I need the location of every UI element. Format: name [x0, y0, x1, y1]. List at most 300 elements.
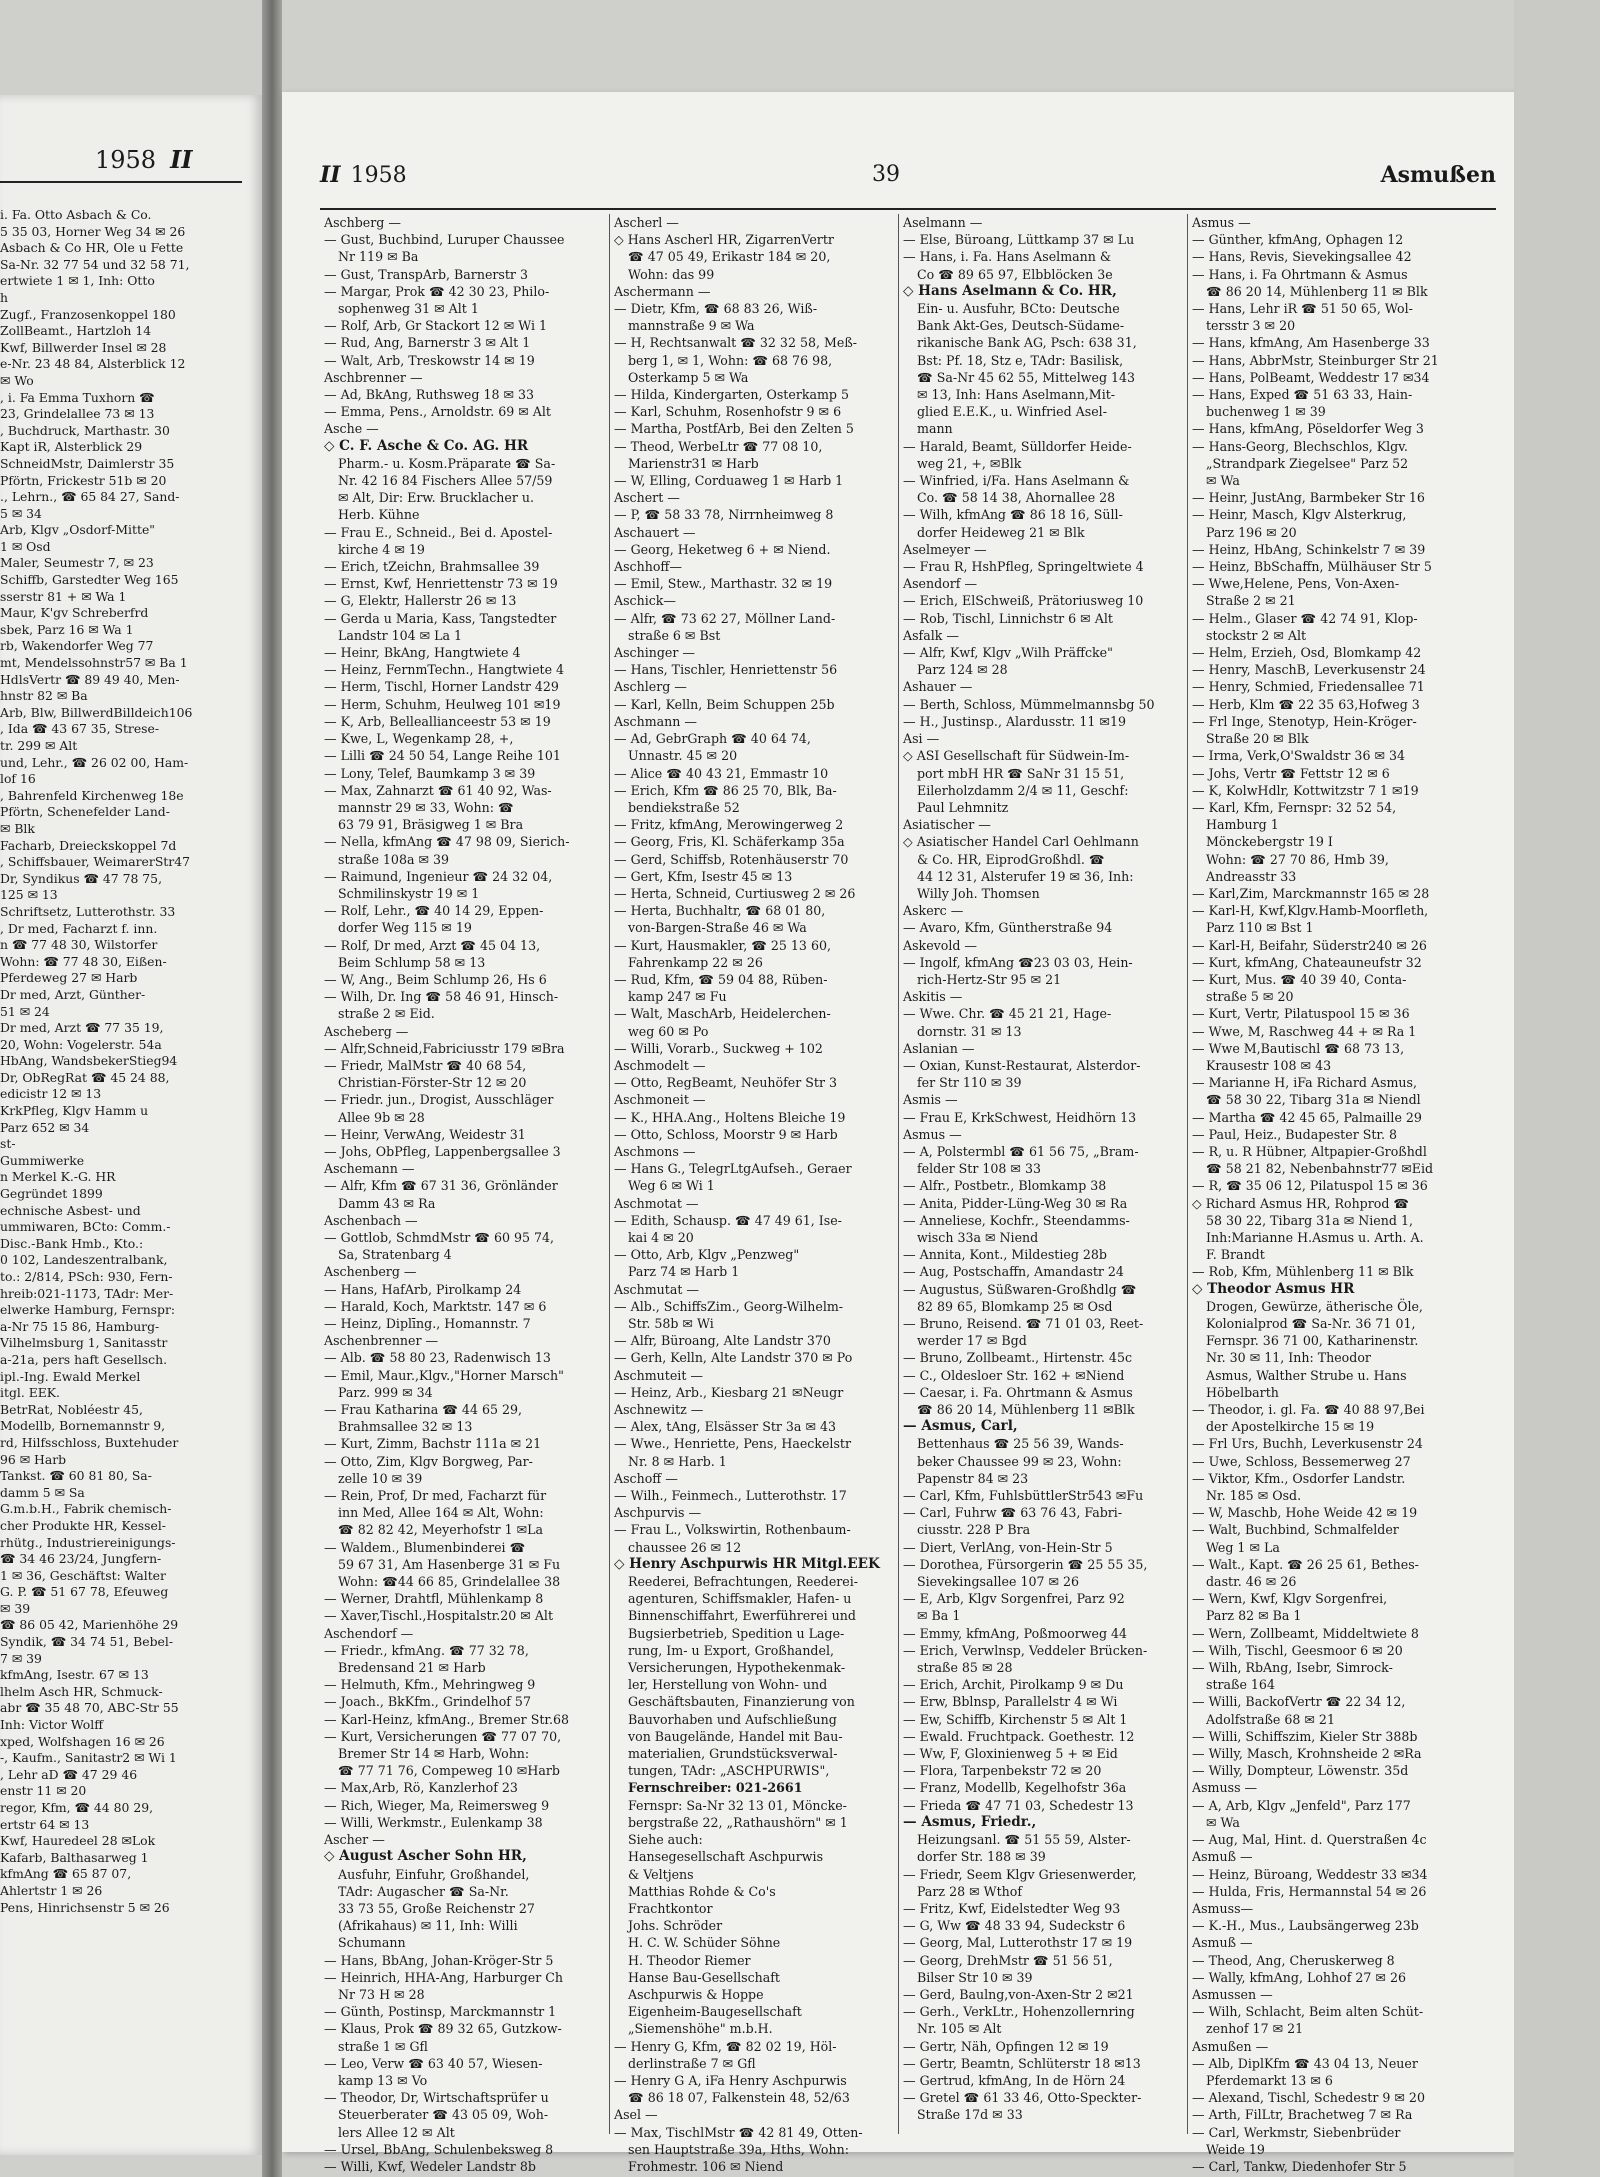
directory-entry-line: ☎ 47 05 49, Erikastr 184 ✉ 20, [628, 249, 831, 265]
directory-entry-line: Aschmutat — [614, 1281, 700, 1297]
directory-entry-line: Bremer Str 14 ✉ Harb, Wohn: [338, 1746, 530, 1762]
directory-entry-line: — Wwe., Henriette, Pens, Haeckelstr [614, 1436, 852, 1452]
directory-entry-line: — Emmy, kfmAng, Poßmoorweg 44 [903, 1625, 1128, 1641]
directory-entry-line: Gummiwerke [0, 1152, 85, 1168]
directory-entry-line: und, Lehr., ☎ 26 02 00, Ham- [0, 754, 189, 770]
directory-entry-line: ☎ 82 82 42, Meyerhofstr 1 ✉La [338, 1522, 544, 1538]
directory-entry-line: — H, Rechtsanwalt ☎ 32 32 58, Meß- [614, 335, 858, 351]
directory-entry-line: 5 ✉ 34 [0, 505, 42, 521]
directory-entry-line: Binnenschiffahrt, Ewerführerei und [628, 1608, 856, 1624]
directory-entry-line: — Frau L., Volkswirtin, Rothenbaum- [614, 1522, 851, 1538]
directory-entry-line: ◇ ASI Gesellschaft für Südwein-Im- [903, 748, 1130, 764]
directory-entry-line: — Friedr. jun., Drogist, Ausschläger [324, 1092, 554, 1108]
directory-entry-line: Kafarb, Balthasarweg 1 [0, 1849, 149, 1865]
directory-entry-line: — Hans, kfmAng, Am Hasenberge 33 [1192, 335, 1430, 351]
directory-entry-line: — Wilh, Schlacht, Beim alten Schüt- [1192, 2004, 1424, 2020]
directory-entry-line: — Fritz, Kwf, Eidelstedter Weg 93 [903, 1900, 1121, 1916]
directory-entry-line: Asmuß — [1192, 1935, 1253, 1951]
directory-entry-line: Eilerholzdamm 2/4 ✉ 11, Geschf: [917, 782, 1129, 798]
directory-entry-line: Maur, K'gv Schreberfrd [0, 605, 149, 621]
directory-entry-line: Askerc — [903, 903, 964, 919]
directory-entry-line: — Viktor, Kfm., Osdorfer Landstr. [1192, 1470, 1406, 1486]
directory-entry-line: — Gert, Kfm, Isestr 45 ✉ 13 [614, 868, 793, 884]
directory-entry-line: 5 35 03, Horner Weg 34 ✉ 26 [0, 223, 186, 239]
directory-entry-line: — Friedr, MalMstr ☎ 40 68 54, [324, 1057, 527, 1073]
directory-entry-line: ertwiete 1 ✉ 1, Inh: Otto [0, 273, 155, 289]
directory-entry-line: Matthias Rohde & Co's [628, 1883, 776, 1899]
directory-entry-line: — Wilh., Feinmech., Lutterothstr. 17 [614, 1488, 847, 1504]
directory-entry-line: Bredensand 21 ✉ Harb [338, 1660, 486, 1676]
directory-entry-line: , Dr med, Facharzt f. inn. [0, 920, 158, 936]
directory-entry-line: Pförtn, Schenefelder Land- [0, 804, 170, 820]
directory-entry-line: — Wwe. Chr. ☎ 45 21 21, Hage- [903, 1006, 1112, 1022]
directory-entry-line: rung, Im- u Export, Großhandel, [628, 1642, 834, 1658]
directory-entry-line: — Xaver,Tischl.,Hospitalstr.20 ✉ Alt [324, 1608, 554, 1624]
directory-entry-line: Fahrenkamp 22 ✉ 26 [628, 954, 763, 970]
directory-entry-line: Asmuß — [1192, 1849, 1253, 1865]
directory-entry-line: 125 ✉ 13 [0, 887, 58, 903]
directory-entry-line: Aschick— [614, 593, 677, 609]
directory-column-3 [898, 214, 1181, 2134]
directory-entry-line: — Hans, kfmAng, Pöseldorfer Weg 3 [1192, 421, 1424, 437]
directory-entry-line: 44 12 31, Alsterufer 19 ✉ 36, Inh: [917, 868, 1134, 884]
directory-entry-line: Parz 74 ✉ Harb 1 [628, 1264, 740, 1280]
directory-entry-line: — Asmus, Friedr., [903, 1813, 1037, 1830]
directory-entry-line: — Kurt, kfmAng, Chateauneufstr 32 [1192, 954, 1422, 970]
directory-entry-line: ◇ Theodor Asmus HR [1192, 1280, 1355, 1297]
directory-entry-line: — G, Ww ☎ 48 33 94, Sudeckstr 6 [903, 1918, 1126, 1934]
directory-entry-line: — Hans, AbbrMstr, Steinburger Str 21 [1192, 352, 1439, 368]
directory-entry-line: Co. ☎ 58 14 38, Ahornallee 28 [917, 490, 1116, 506]
directory-entry-line: sbek, Parz 16 ✉ Wa 1 [0, 621, 134, 637]
directory-entry-line: — Heinz, BbSchaffn, Mülhäuser Str 5 [1192, 559, 1432, 575]
directory-entry-line: — Heinz, Arb., Kiesbarg 21 ✉Neugr [614, 1384, 844, 1400]
directory-entry-line: Bilser Str 10 ✉ 39 [917, 1969, 1033, 1985]
previous-page-entries [0, 207, 258, 1916]
directory-entry-line: Bettenhaus ☎ 25 56 39, Wands- [917, 1436, 1124, 1452]
directory-entry-line: Facharb, Dreieckskoppel 7d [0, 837, 177, 853]
directory-entry-line: Asmus — [903, 1126, 962, 1142]
directory-entry-line: Modellb, Bornemannstr 9, [0, 1418, 166, 1434]
directory-entry-line: — Otto, Zim, Klgv Borgweg, Par- [324, 1453, 533, 1469]
directory-entry-line: Heizungsanl. ☎ 51 55 59, Alster- [917, 1832, 1131, 1848]
directory-entry-line: Siehe auch: [628, 1832, 703, 1848]
previous-page-fragment [0, 95, 262, 2155]
directory-entry-line: — Gerd, Baulng,von-Axen-Str 2 ✉21 [903, 1986, 1134, 2002]
directory-entry-line: dorfer Heideweg 21 ✉ Blk [917, 524, 1085, 540]
directory-entry-line: 7 ✉ 39 [0, 1650, 42, 1666]
directory-entry-line: — Joach., BkKfm., Grindelhof 57 [324, 1694, 531, 1710]
directory-entry-line: kamp 247 ✉ Fu [628, 989, 727, 1005]
directory-entry-line: ciusstr. 228 P Bra [917, 1522, 1031, 1538]
directory-entry-line: — A, Polstermbl ☎ 61 56 75, „Bram- [903, 1143, 1139, 1159]
directory-entry-line: — Walt, MaschArb, Heidelerchen- [614, 1006, 831, 1022]
directory-entry-line: kamp 13 ✉ Vo [338, 2072, 428, 2088]
directory-entry-line: — Wilh, Dr. Ing ☎ 58 46 91, Hinsch- [324, 989, 559, 1005]
directory-entry-line: — Rud, Ang, Barnerstr 3 ✉ Alt 1 [324, 335, 531, 351]
directory-entry-line: — Henry G A, iFa Henry Aschpurwis [614, 2072, 847, 2088]
directory-entry-line: — Herta, Buchhaltr, ☎ 68 01 80, [614, 903, 826, 919]
directory-entry-line: Co ☎ 89 65 97, Elbblöcken 3e [917, 266, 1113, 282]
directory-entry-line: — Karl, Kelln, Beim Schuppen 25b [614, 696, 835, 712]
directory-entry-line: Aselmeyer — [903, 541, 987, 557]
directory-entry-line: — Gerd, Schiffsb, Rotenhäuserstr 70 [614, 851, 849, 867]
directory-entry-line: G.m.b.H., Fabrik chemisch- [0, 1501, 172, 1517]
directory-entry-line: Ascheberg — [324, 1023, 409, 1039]
directory-entry-line: regor, Kfm, ☎ 44 80 29, [0, 1800, 154, 1815]
directory-entry-line: Bank Akt-Ges, Deutsch-Südame- [917, 318, 1125, 334]
directory-entry-line: — Frau E., Schneid., Bei d. Apostel- [324, 524, 553, 540]
directory-entry-line: — Frieda ☎ 47 71 03, Schedestr 13 [903, 1797, 1134, 1813]
directory-entry-line: Christian-Förster-Str 12 ✉ 20 [338, 1075, 527, 1091]
directory-entry-line: — Henry, MaschB, Leverkusenstr 24 [1192, 662, 1426, 678]
directory-entry-line: Nr 73 H ✉ 28 [338, 1986, 425, 2002]
directory-entry-line: , Buchdruck, Marthastr. 30 [0, 422, 170, 438]
directory-entry-line: — Ernst, Kwf, Henriettenstr 73 ✉ 19 [324, 576, 558, 592]
directory-entry-line: — Alb. ☎ 58 80 23, Radenwisch 13 [324, 1350, 551, 1366]
directory-entry-line: Asche — [324, 421, 379, 437]
directory-entry-line: — Winfried, i/Fa. Hans Aselmann & [903, 473, 1130, 489]
directory-entry-line: Nr. 8 ✉ Harb. 1 [628, 1453, 727, 1469]
directory-entry-line: ☎ 86 20 14, Mühlenberg 11 ✉Blk [917, 1402, 1135, 1418]
page-number: 39 [872, 162, 900, 187]
directory-entry-line: mannstraße 9 ✉ Wa [628, 318, 755, 334]
directory-entry-line: ☎ Sa-Nr 45 62 55, Mittelweg 143 [917, 369, 1136, 385]
directory-entry-line: Höbelbarth [1206, 1384, 1279, 1400]
directory-entry-line: Aschoff — [614, 1470, 678, 1486]
directory-entry-line: e-Nr. 23 48 84, Alsterblick 12 [0, 356, 186, 372]
directory-entry-line: — Theodor, Dr, Wirtschaftsprüfer u [324, 2090, 549, 2106]
directory-entry-line: — Hans-Georg, Blechschlos, Klgv. [1192, 438, 1408, 454]
directory-entry-line: abr ☎ 35 48 70, ABC-Str 55 [0, 1700, 179, 1716]
directory-entry-line: — Rein, Prof, Dr med, Facharzt für [324, 1488, 547, 1504]
directory-entry-line: — Carl, Tankw, Diedenhofer Str 5 [1192, 2158, 1407, 2174]
directory-entry-line: rich-Hertz-Str 95 ✉ 21 [917, 971, 1062, 987]
directory-entry-line: KrkPfleg, Klgv Hamm u [0, 1103, 149, 1119]
directory-entry-line: itgl. EEK. [0, 1385, 60, 1401]
directory-entry-line: 51 ✉ 24 [0, 1003, 50, 1019]
directory-entry-line: Mönckebergstr 19 I [1206, 834, 1333, 850]
directory-entry-line: Arb, Klgv „Osdorf-Mitte" [0, 522, 155, 538]
directory-entry-line: Inh:Marianne H.Asmus u. Arth. A. [1206, 1229, 1424, 1245]
directory-entry-line: H. C. W. Schüder Söhne [628, 1935, 781, 1951]
directory-entry-line: Askitis — [903, 989, 963, 1005]
directory-entry-line: Geschäftsbauten, Finanzierung von [628, 1694, 855, 1710]
directory-entry-line: — Gertrud, kfmAng, In de Hörn 24 [903, 2072, 1126, 2088]
directory-entry-line: HbAng, WandsbekerStieg94 [0, 1053, 178, 1069]
directory-entry-line: a-21a, pers haft Gesellsch. [0, 1351, 168, 1367]
directory-entry-line: ☎ 77 71 76, Compeweg 10 ✉Harb [338, 1763, 560, 1779]
directory-entry-line: Parz 28 ✉ Wthof [917, 1883, 1023, 1899]
directory-entry-line: Pferdeweg 27 ✉ Harb [0, 970, 138, 986]
directory-entry-line: Zugf., Franzosenkoppel 180 [0, 306, 176, 322]
directory-entry-line: Weg 1 ✉ La [1206, 1539, 1280, 1555]
directory-entry-line: — W, Elling, Corduaweg 1 ✉ Harb 1 [614, 473, 844, 489]
directory-entry-line: Kapt iR, Alsterblick 29 [0, 439, 143, 455]
directory-entry-line: glied E.E.K., u. Winfried Asel- [917, 404, 1107, 420]
directory-entry-line: weg 21, +, ✉Blk [917, 455, 1022, 471]
directory-entry-line: — Kurt, Versicherungen ☎ 77 07 70, [324, 1728, 562, 1744]
directory-entry-line: — Wilh, RbAng, Isebr, Simrock- [1192, 1660, 1393, 1676]
directory-entry-line: Versicherungen, Hypothekenmak- [628, 1660, 846, 1676]
directory-entry-line: — Herm, Schuhm, Heulweg 101 ✉19 [324, 696, 561, 712]
directory-entry-line: Adolfstraße 68 ✉ 21 [1206, 1711, 1335, 1727]
directory-entry-line: — Dietr, Kfm, ☎ 68 83 26, Wiß- [614, 301, 818, 317]
directory-entry-line: der Apostelkirche 15 ✉ 19 [1206, 1419, 1375, 1435]
directory-entry-line: mann [917, 421, 953, 437]
directory-entry-line: — Erich, Verwlnsp, Veddeler Brücken- [903, 1642, 1148, 1658]
directory-entry-line: — Hulda, Fris, Hermannstal 54 ✉ 26 [1192, 1883, 1427, 1899]
directory-entry-line: — Harald, Beamt, Sülldorfer Heide- [903, 438, 1132, 454]
directory-entry-line: — Ad, GebrGraph ☎ 40 64 74, [614, 731, 811, 747]
directory-entry-line: — Günth, Postinsp, Marckmannstr 1 [324, 2004, 557, 2020]
directory-entry-line: st- [0, 1136, 16, 1152]
directory-entry-line: Asiatischer — [903, 817, 991, 833]
directory-entry-line: Aslanian — [903, 1040, 975, 1056]
directory-entry-line: — Carl, Werkmstr, Siebenbrüder [1192, 2124, 1401, 2140]
directory-entry-line: Hamburg 1 [1206, 817, 1279, 833]
directory-entry-line: — Gertr, Näh, Opfingen 12 ✉ 19 [903, 2038, 1109, 2054]
directory-entry-line: — Ingolf, kfmAng ☎23 03 03, Hein- [903, 954, 1133, 970]
directory-entry-line: Kolonialprod ☎ Sa-Nr. 36 71 01, [1206, 1316, 1416, 1331]
directory-entry-line: 1 ✉ Osd [0, 538, 51, 554]
directory-entry-line: „Siemenshöhe" m.b.H. [628, 2021, 773, 2037]
directory-entry-line: — Gerh., VerkLtr., Hohenzollernring [903, 2004, 1135, 2020]
directory-entry-line: n Merkel K.-G. HR [0, 1169, 116, 1185]
directory-entry-line: — Walt, Buchbind, Schmalfelder [1192, 1522, 1399, 1538]
directory-entry-line: ◇ C. F. Asche & Co. AG. HR [324, 437, 529, 454]
directory-entry-line: Aschendorf — [324, 1625, 414, 1641]
directory-entry-line: — Herm, Tischl, Horner Landstr 429 [324, 679, 559, 695]
directory-entry-line: Aschinger — [614, 645, 695, 661]
directory-entry-line: „Strandpark Ziegelsee" Parz 52 [1206, 455, 1409, 471]
directory-entry-line: , Bahrenfeld Kirchenweg 18e [0, 787, 184, 803]
directory-entry-line: Asmuss — [1192, 1780, 1258, 1796]
directory-entry-line: inn Med, Allee 164 ✉ Alt, Wohn: [338, 1505, 544, 1521]
directory-entry-line: — Max,Arb, Rö, Kanzlerhof 23 [324, 1780, 518, 1796]
directory-entry-line: Schiffb, Garstedter Weg 165 [0, 572, 179, 588]
directory-entry-line: — P, ☎ 58 33 78, Nirrnheimweg 8 [614, 507, 834, 523]
directory-entry-line: — Wilh, kfmAng ☎ 86 18 16, Süll- [903, 507, 1123, 523]
directory-entry-line: Aschbrenner — [324, 369, 423, 385]
directory-entry-line: — Gust, Buchbind, Luruper Chaussee [324, 232, 565, 248]
directory-entry-line: — Rolf, Arb, Gr Stackort 12 ✉ Wi 1 [324, 318, 548, 334]
directory-entry-line: — Oxian, Kunst-Restaurat, Alsterdor- [903, 1057, 1141, 1073]
directory-entry-line: — Ewald. Fruchtpack. Goethestr. 12 [903, 1728, 1135, 1744]
directory-entry-line: ✉ Wo [0, 372, 34, 388]
directory-entry-line: ✉ Ba 1 [917, 1608, 961, 1624]
directory-entry-line: ☎ 58 21 82, Nebenbahnstr77 ✉Eid [1206, 1161, 1434, 1177]
directory-entry-line: 96 ✉ Harb [0, 1451, 67, 1467]
directory-entry-line: — Frau R, HshPfleg, Springeltwiete 4 [903, 559, 1144, 575]
directory-entry-line: Parz 124 ✉ 28 [917, 662, 1008, 678]
directory-entry-line: — Karl, Kfm, Fernspr: 32 52 54, [1192, 799, 1397, 815]
directory-entry-line: 0 102, Landeszentralbank, [0, 1252, 168, 1268]
directory-entry-line: Asfalk — [903, 627, 959, 643]
directory-entry-line: -, Kaufm., Sanitastr2 ✉ Wi 1 [0, 1750, 177, 1766]
directory-entry-line: Unnastr. 45 ✉ 20 [628, 748, 738, 764]
directory-entry-line: — K, Arb, Belleallianceestr 53 ✉ 19 [324, 713, 551, 729]
directory-entry-line: Dr, Syndikus ☎ 47 78 75, [0, 870, 163, 886]
directory-entry-line: Tankst. ☎ 60 81 80, Sa- [0, 1468, 152, 1484]
directory-entry-line: hreib:021-1173, TAdr: Mer- [0, 1285, 174, 1301]
directory-entry-line: i. Fa. Otto Asbach & Co. [0, 207, 152, 222]
directory-entry-line: — Else, Büroang, Lüttkamp 37 ✉ Lu [903, 232, 1135, 248]
directory-entry-line: ◇ Richard Asmus HR, Rohprod ☎ [1192, 1195, 1410, 1211]
directory-entry-line: sen Hauptstraße 39a, Hths, Wohn: [628, 2141, 849, 2157]
directory-entry-line: Parz 196 ✉ 20 [1206, 524, 1297, 540]
directory-entry-line: Schriftsetz, Lutterothstr. 33 [0, 903, 176, 919]
directory-entry-line: materialien, Grundstücksverwal- [628, 1746, 838, 1762]
directory-entry-line: Dr med, Arzt ☎ 77 35 19, [0, 1020, 164, 1036]
directory-entry-line: — Hans, i. Fa. Hans Aselmann & [903, 249, 1112, 265]
directory-entry-line: — Heinz, Büroang, Weddestr 33 ✉34 [1192, 1866, 1428, 1882]
header-rule [320, 208, 1496, 210]
directory-entry-line: — Wern, Kwf, Klgv Sorgenfrei, [1192, 1591, 1388, 1607]
directory-entry-line: ☎ 86 18 07, Falkenstein 48, 52/63 [628, 2090, 850, 2106]
directory-entry-line: ◇ Henry Aschpurwis HR Mitgl.EEK [614, 1555, 880, 1572]
directory-entry-line: Aschpurwis & Hoppe [628, 1986, 764, 2002]
directory-entry-line: — Gerda u Maria, Kass, Tangstedter [324, 610, 557, 626]
directory-entry-line: H. Theodor Riemer [628, 1952, 751, 1968]
directory-entry-line: , Schiffsbauer, WeimarerStr47 [0, 854, 190, 870]
directory-entry-line: tr. 299 ✉ Alt [0, 738, 78, 753]
directory-entry-line: lhelm Asch HR, Schmuck- [0, 1683, 163, 1699]
directory-entry-line: xped, Wolfshagen 16 ✉ 26 [0, 1733, 165, 1749]
directory-entry-line: ◇ Hans Ascherl HR, ZigarrenVertr [614, 232, 834, 248]
directory-entry-line: beker Chaussee 99 ✉ 23, Wohn: [917, 1453, 1122, 1469]
directory-entry-line: — A, Arb, Klgv „Jenfeld", Parz 177 [1192, 1797, 1411, 1813]
directory-entry-line: — Rich, Wieger, Ma, Reimersweg 9 [324, 1797, 550, 1813]
directory-entry-line: — Helm, Erzieh, Osd, Blomkamp 42 [1192, 645, 1422, 661]
directory-entry-line: — Fritz, kfmAng, Merowingerweg 2 [614, 817, 844, 833]
directory-entry-line: — Frau E, KrkSchwest, Heidhörn 13 [903, 1109, 1137, 1125]
directory-entry-line: von Baugelände, Handel mit Bau- [628, 1728, 843, 1744]
directory-entry-line: mannstr 29 ✉ 33, Wohn: ☎ [338, 799, 514, 815]
directory-entry-line: — Margar, Prok ☎ 42 30 23, Philo- [324, 283, 550, 299]
directory-entry-line: — Heinz, FernmTechn., Hangtwiete 4 [324, 662, 565, 678]
previous-page-roman: II [170, 145, 193, 174]
directory-entry-line: — Gretel ☎ 61 33 46, Otto-Speckter- [903, 2090, 1142, 2106]
directory-entry-line: — Alb., SchiffsZim., Georg-Wilhelm- [614, 1298, 844, 1314]
directory-entry-line: Pförtn, Frickestr 51b ✉ 20 [0, 472, 167, 488]
directory-entry-line: Allee 9b ✉ 28 [338, 1109, 425, 1125]
directory-entry-line: Vilhelmsburg 1, Sanitasstr [0, 1335, 168, 1351]
directory-entry-line: — Heinr, VerwAng, Weidestr 31 [324, 1126, 526, 1142]
directory-entry-line: — Waldem., Blumenbinderei ☎ [324, 1539, 526, 1555]
directory-entry-line: — Karl, Schuhm, Rosenhofstr 9 ✉ 6 [614, 404, 842, 420]
directory-entry-line: fer Str 110 ✉ 39 [917, 1075, 1022, 1091]
directory-entry-line: — Edith, Schausp. ☎ 47 49 61, Ise- [614, 1212, 842, 1228]
directory-entry-line: kai 4 ✉ 20 [628, 1229, 694, 1245]
directory-entry-line: Hanse Bau-Gesellschaft [628, 1969, 780, 1985]
directory-entry-line: — Gottlob, SchmdMstr ☎ 60 95 74, [324, 1229, 555, 1245]
directory-entry-line: — Werner, Drahtfl, Mühlenkamp 8 [324, 1591, 544, 1607]
directory-entry-line: Aschpurvis — [614, 1505, 702, 1521]
directory-entry-line: straße 1 ✉ Gfl [338, 2038, 428, 2054]
directory-entry-line: Parz 82 ✉ Ba 1 [1206, 1608, 1302, 1624]
directory-entry-line: — Herta, Schneid, Curtiusweg 2 ✉ 26 [614, 885, 856, 901]
directory-entry-line: ☎ 86 05 42, Marienhöhe 29 [0, 1617, 179, 1633]
directory-entry-line: Straße 20 ✉ Blk [1206, 731, 1309, 747]
directory-entry-line: — Nella, kfmAng ☎ 47 98 09, Sierich- [324, 834, 570, 850]
directory-entry-line: — E, Arb, Klgv Sorgenfrei, Parz 92 [903, 1591, 1125, 1607]
directory-entry-line: — Avaro, Kfm, Güntherstraße 94 [903, 920, 1113, 936]
directory-entry-line: — Marianne H, iFa Richard Asmus, [1192, 1075, 1417, 1091]
directory-entry-line: — Frl Urs, Buchh, Leverkusenstr 24 [1192, 1436, 1423, 1452]
directory-entry-line: Eigenheim-Baugesellschaft [628, 2004, 802, 2020]
directory-entry-line: Wohn: ☎ 27 70 86, Hmb 39, [1206, 851, 1389, 867]
directory-entry-line: — Erich, Archit, Pirolkamp 9 ✉ Du [903, 1677, 1124, 1693]
directory-entry-line: rd, Hilfsschloss, Buxtehuder [0, 1434, 179, 1450]
directory-entry-line: — Irma, Verk,O'Swaldstr 36 ✉ 34 [1192, 748, 1406, 764]
directory-entry-line: Willy Joh. Thomsen [917, 885, 1040, 901]
directory-entry-line: — Alfr, Kfm ☎ 67 31 36, Grönländer [324, 1178, 558, 1194]
directory-entry-line: Ein- u. Ausfuhr, BCto: Deutsche [917, 301, 1120, 317]
directory-entry-line: Pens, Hinrichsenstr 5 ✉ 26 [0, 1899, 170, 1915]
directory-entry-line: Nr. 105 ✉ Alt [917, 2021, 1002, 2037]
directory-entry-line: — K.-H., Mus., Laubsängerweg 23b [1192, 1918, 1419, 1934]
directory-entry-line: Papenstr 84 ✉ 23 [917, 1470, 1029, 1486]
directory-entry-line: — Alexand, Tischl, Schedestr 9 ✉ 20 [1192, 2090, 1425, 2106]
directory-entry-line: 1 ✉ 36, Geschäftst: Walter [0, 1567, 166, 1583]
directory-entry-line: Asmuss— [1192, 1900, 1254, 1916]
directory-entry-line: F. Brandt [1206, 1247, 1265, 1263]
directory-entry-line: Aschenbrenner — [324, 1333, 439, 1349]
directory-entry-line: — Aug, Mal, Hint. d. Querstraßen 4c [1192, 1832, 1427, 1848]
directory-entry-line: — Bruno, Reisend. ☎ 71 01 03, Reet- [903, 1316, 1144, 1331]
directory-entry-line: hnstr 82 ✉ Ba [0, 688, 88, 704]
directory-entry-line: port mbH HR ☎ SaNr 31 15 51, [917, 765, 1125, 781]
directory-entry-line: Parz 110 ✉ Bst 1 [1206, 920, 1314, 936]
directory-entry-line: kfmAng ☎ 65 87 07, [0, 1866, 132, 1882]
directory-entry-line: Kwf, Billwerder Insel ✉ 28 [0, 339, 167, 355]
directory-entry-line: — Gerh, Kelln, Alte Landstr 370 ✉ Po [614, 1350, 853, 1366]
directory-entry-line: — W, Ang., Beim Schlump 26, Hs 6 [324, 971, 547, 987]
directory-entry-line: 82 89 65, Blomkamp 25 ✉ Osd [917, 1298, 1113, 1314]
directory-entry-line: — Lony, Telef, Baumkamp 3 ✉ 39 [324, 765, 536, 781]
directory-entry-line: ✉ Blk [0, 820, 35, 836]
directory-entry-line: Straße 17d ✉ 33 [917, 2107, 1023, 2123]
directory-entry-line: ✉ Alt, Dir: Erw. Brucklacher u. [338, 490, 535, 506]
directory-entry-line: Wohn: ☎44 66 85, Grindelallee 38 [338, 1574, 561, 1590]
directory-entry-line: ☎ 86 20 14, Mühlenberg 11 ✉ Blk [1206, 283, 1428, 299]
directory-entry-line: — Rolf, Lehr., ☎ 40 14 29, Eppen- [324, 903, 544, 919]
directory-entry-line: , i. Fa Emma Tuxhorn ☎ [0, 389, 155, 405]
directory-entry-line: — Augustus, Süßwaren-Großhdlg ☎ [903, 1281, 1137, 1297]
directory-entry-line: Aschermann — [614, 283, 711, 299]
directory-entry-line: — Emil, Stew., Marthastr. 32 ✉ 19 [614, 576, 833, 592]
directory-entry-line: Damm 43 ✉ Ra [338, 1195, 436, 1211]
directory-entry-line: — Kurt, Hausmakler, ☎ 25 13 60, [614, 937, 831, 953]
directory-entry-line: ler, Herstellung von Wohn- und [628, 1677, 828, 1693]
directory-entry-line: ◇ Asiatischer Handel Carl Oehlmann [903, 834, 1139, 850]
directory-entry-line: Aschmoneit — [614, 1092, 706, 1108]
directory-entry-line: & Co. HR, EiprodGroßhdl. ☎ [917, 851, 1105, 867]
directory-entry-line: — Emma, Pens., Arnoldstr. 69 ✉ Alt [324, 404, 551, 420]
page-year: 1958 [350, 163, 407, 188]
directory-entry-line: ertstr 64 ✉ 13 [0, 1816, 90, 1832]
directory-entry-line: Sievekingsallee 107 ✉ 26 [917, 1574, 1080, 1590]
directory-entry-line: edicistr 12 ✉ 13 [0, 1086, 102, 1102]
directory-entry-line: — Carl, Fuhrw ☎ 63 76 43, Fabri- [903, 1505, 1123, 1521]
directory-entry-line: Marienstr31 ✉ Harb [628, 455, 759, 471]
directory-entry-line: — Aug, Postschaffn, Amandastr 24 [903, 1264, 1124, 1280]
directory-entry-line: — Rob, Kfm, Mühlenberg 11 ✉ Blk [1192, 1264, 1414, 1280]
directory-entry-line: — Wwe, M, Raschweg 44 + ✉ Ra 1 [1192, 1023, 1417, 1039]
directory-entry-line: Dr, ObRegRat ☎ 45 24 88, [0, 1069, 170, 1085]
directory-entry-line: Aschauert — [614, 524, 696, 540]
